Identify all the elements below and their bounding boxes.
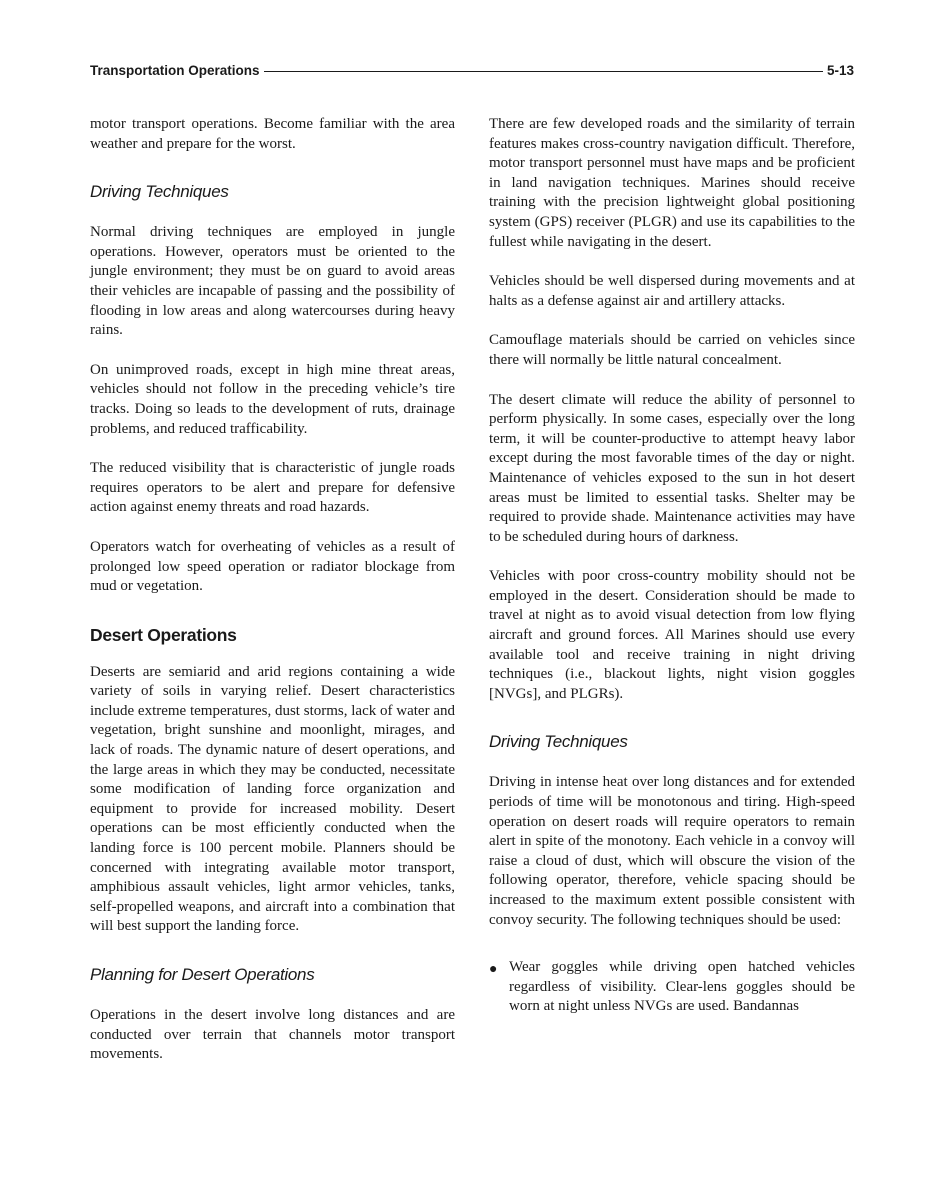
paragraph-driving-3: The reduced visibility that is characteristic of jungle roads requires operators to be alert and prepare for defensive action against enemy threats and road hazards.	[90, 460, 455, 516]
page-number: 5-13	[826, 62, 854, 78]
header-rule	[264, 71, 823, 72]
bullet-item	[489, 958, 855, 1017]
bullet-dot-icon: ●	[489, 962, 498, 978]
paragraph-mobility: Vehicles with poor cross-country mobility should not be employed in the desert. Consideration should be made to travel at night as to avoid visual detection from low flying aircraft and ground forces. All Marines should use every available tool and receive training in night driving techniques (i.e., blackout lights, night vision goggles [NVGs], and PLGRs).	[489, 568, 855, 702]
paragraph-driving-4: Operators watch for overheating of vehicles as a result of prolonged low speed operation or radiator blockage from mud or vegetation.	[90, 538, 455, 595]
left-column	[90, 115, 455, 1085]
paragraph-driving-2: On unimproved roads, except in high mine threat areas, vehicles should not follow in the preceding vehicle’s tire tracks. Doing so leads to the development of ruts, drainage problems, and reduced trafficability.	[90, 361, 455, 437]
heading-driving-techniques-jungle: Driving Techniques	[90, 182, 229, 202]
paragraph-heat-driving: Driving in intense heat over long distances and for extended periods of time will be monotonous and tiring. High-speed operation on desert roads will require operators to remain alert in spite of the monotony. Each vehicle in a convoy will raise a cloud of dust, which will obscure the vision of the following operator, therefore, vehicle spacing should be increased to the maximum extent possible consistent with convoy security. The following techniques should be used:	[489, 774, 855, 928]
paragraph-driving-1: Normal driving techniques are employed in jungle operations. However, operators must be oriented to the jungle environment; they must be on guard to avoid areas their vehicles are incapable of passing and the possibility of flooding in low areas and along watercourses during heavy rains.	[90, 224, 455, 339]
paragraph-planning: Operations in the desert involve long distances and are conducted over terrain that channels motor transport movements.	[90, 1007, 455, 1063]
paragraph-camouflage: Camouflage materials should be carried on vehicles since there will normally be little natural concealment.	[489, 332, 855, 368]
paragraph-navigation: There are few developed roads and the similarity of terrain features makes cross-country navigation difficult. Therefore, motor transport personnel must have maps and be proficient in land navigation techniques. Marines should receive training with the precision lightweight global positioning system (GPS) receiver (PLGR) and use its capabilities to the fullest while navigating in the desert.	[489, 116, 855, 250]
header-title: Transportation Operations	[90, 62, 260, 78]
right-column	[489, 115, 855, 1017]
bullet-text: Wear goggles while driving open hatched vehicles regardless of visibility. Clear-lens goggles should be worn at night unless NVGs are used. Bandannas	[509, 959, 855, 1015]
paragraph-intro: motor transport operations. Become familiar with the area weather and prepare for the worst.	[90, 116, 455, 152]
heading-desert-operations: Desert Operations	[90, 624, 237, 645]
heading-driving-techniques-desert: Driving Techniques	[489, 732, 628, 752]
paragraph-desert: Deserts are semiarid and arid regions containing a wide variety of soils in varying relief. Desert characteristics include extreme temperatures, dust storms, lack of water and vegetation, bright sunshine and moonlight, mirages, and lack of roads. The dynamic nature of desert operations, and the large areas in which they may be conducted, necessitate some modification of landing force organization and equipment to provide for increased mobility. Desert operations can be most efficiently conducted when the landing force is 100 percent mobile. Planners should be concerned with integrating available motor transport, amphibious assault vehicles, light armor vehicles, tanks, self-propelled weapons, and aircraft into a combination that will best support the landing force.	[90, 663, 455, 935]
paragraph-dispersal: Vehicles should be well dispersed during movements and at halts as a defense against air and artillery attacks.	[489, 273, 855, 309]
running-header	[90, 60, 854, 80]
paragraph-climate: The desert climate will reduce the ability of personnel to perform physically. In some cases, especially over the long term, it will be counter-productive to attempt heavy labor except during the most favorable times of the day or night. Maintenance of vehicles exposed to the sun in hot desert areas must be limited to essential tasks. Shelter may be required to provide shade. Maintenance activities may have to be scheduled during hours of darkness.	[489, 391, 855, 545]
heading-planning-desert: Planning for Desert Operations	[90, 965, 315, 984]
